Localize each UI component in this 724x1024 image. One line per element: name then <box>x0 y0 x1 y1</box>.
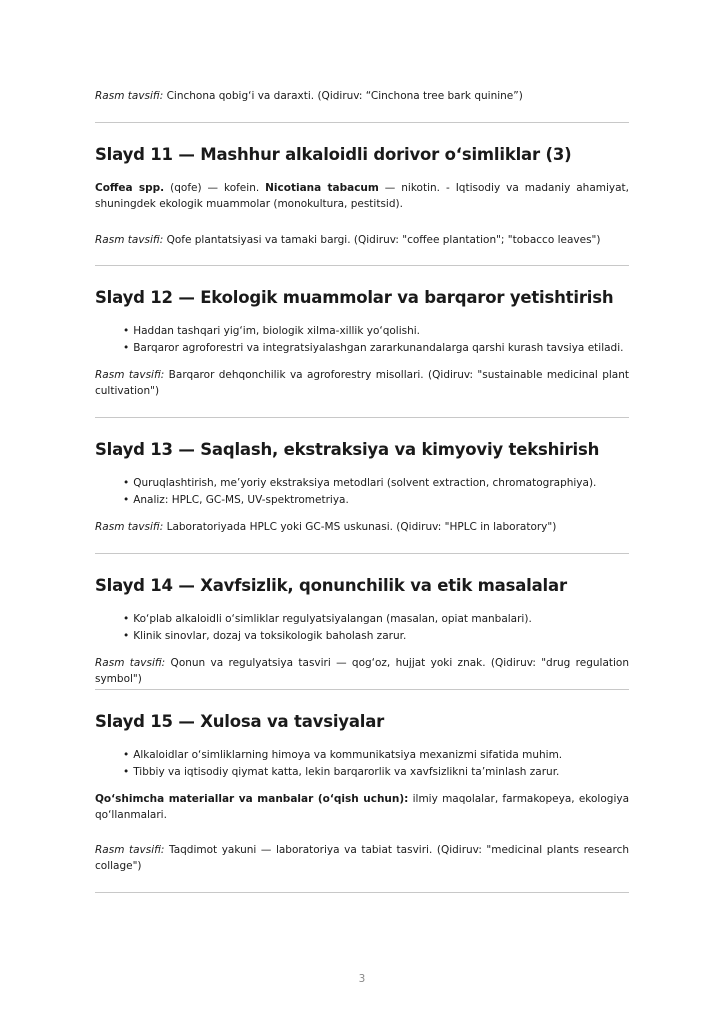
slide-12-image-caption: Rasm tavsifi: Barqaror dehqonchilik va agroforestry misollari. (Qidiruv: "sustainable medicinal plant cultivation") <box>95 369 629 397</box>
top-image-caption: Rasm tavsifi: Cinchona qobig‘i va daraxti. (Qidiruv: “Cinchona tree bark quinine”) <box>95 90 523 102</box>
slide-15-title: Slayd 15 — Xulosa va tavsiyalar <box>95 712 385 731</box>
slide-15-bullet-list <box>95 747 657 780</box>
slide-15-extra-materials: Qo‘shimcha materiallar va manbalar (o‘qish uchun): ilmiy maqolalar, farmakopeya, ekologiya qo‘llanmalari. <box>95 793 630 821</box>
divider <box>95 122 629 123</box>
divider <box>95 553 629 554</box>
slide-12-bullet-list <box>95 323 657 356</box>
slide-13-title: Slayd 13 — Saqlash, ekstraksiya va kimyoviy tekshirish <box>95 440 600 459</box>
list-item: • Klinik sinovlar, dozaj va toksikologik baholash zarur. <box>123 628 657 645</box>
slide-14-title: Slayd 14 — Xavfsizlik, qonunchilik va etik masalalar <box>95 576 567 595</box>
list-item: • Quruqlashtirish, me’yoriy ekstraksiya metodlari (solvent extraction, chromatographiya). <box>123 475 657 492</box>
slide-11-paragraph: Coffea spp. (qofe) — kofein. Nicotiana tabacum — nikotin. - Iqtisodiy va madaniy ahamiyat, shuningdek ekologik muammolar (monokultura, pestitsid). <box>95 182 630 210</box>
divider <box>95 892 629 893</box>
divider <box>95 417 629 418</box>
slide-14-bullet-list <box>95 611 657 644</box>
slide-13-bullet-list <box>95 475 657 508</box>
divider <box>95 689 629 690</box>
list-item: • Haddan tashqari yig‘im, biologik xilma-xillik yo‘qolishi. <box>123 323 657 340</box>
divider <box>95 265 629 266</box>
slide-11-image-caption: Rasm tavsifi: Qofe plantatsiyasi va tamaki bargi. (Qidiruv: "coffee plantation"; "tobacco leaves") <box>95 234 601 246</box>
list-item: • Analiz: HPLC, GC-MS, UV-spektrometriya. <box>123 492 657 509</box>
list-item: • Alkaloidlar o‘simliklarning himoya va kommunikatsiya mexanizmi sifatida muhim. <box>123 747 657 764</box>
slide-13-image-caption: Rasm tavsifi: Laboratoriyada HPLC yoki GC-MS uskunasi. (Qidiruv: "HPLC in laboratory") <box>95 521 557 533</box>
list-item: • Tibbiy va iqtisodiy qiymat katta, lekin barqarorlik va xavfsizlikni ta’minlash zarur. <box>123 764 657 781</box>
slide-15-image-caption: Rasm tavsifi: Taqdimot yakuni — laboratoriya va tabiat tasviri. (Qidiruv: "medicinal plants research collage") <box>95 844 629 872</box>
page-number: 3 <box>358 973 366 985</box>
slide-12-title: Slayd 12 — Ekologik muammolar va barqaror yetishtirish <box>95 288 614 307</box>
slide-11-title: Slayd 11 — Mashhur alkaloidli dorivor o‘simliklar (3) <box>95 145 572 164</box>
slide-14-image-caption: Rasm tavsifi: Qonun va regulyatsiya tasviri — qog‘oz, hujjat yoki znak. (Qidiruv: "drug regulation symbol") <box>95 657 629 685</box>
list-item: • Ko‘plab alkaloidli o‘simliklar regulyatsiyalangan (masalan, opiat manbalari). <box>123 611 657 628</box>
list-item: • Barqaror agroforestri va integratsiyalashgan zararkunandalarga qarshi kurash tavsiya etiladi. <box>123 340 657 357</box>
